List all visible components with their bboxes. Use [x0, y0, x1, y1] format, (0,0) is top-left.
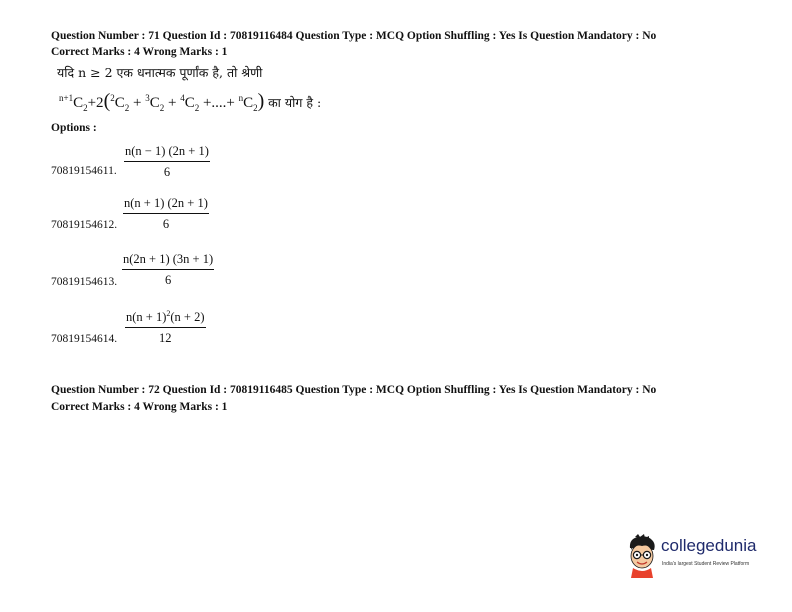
option-2-id: 70819154612.: [51, 219, 118, 231]
option-3-id: 70819154613.: [51, 276, 118, 288]
question-71-text: यदि n ≥ 2 एक धनात्मक पूर्णांक है, तो श्रेणी: [57, 65, 263, 80]
mascot-icon: [625, 534, 659, 578]
logo-tagline: India's largest Student Review Platform: [662, 561, 750, 567]
logo-name: collegedunia: [661, 536, 757, 555]
option-4-fraction: [125, 309, 206, 346]
option-4-denominator: 12: [159, 331, 172, 346]
question-71-marks: Correct Marks : 4 Wrong Marks : 1: [51, 46, 228, 58]
option-2-numerator: n(n + 1) (2n + 1): [123, 196, 209, 214]
question-71-series: $^{n+1}C_2+2(^2C_2 + ^3C_2 + ^4C_2$ +....+ $^nC_2$) का योग है :: [59, 90, 322, 113]
options-label: Options :: [51, 122, 97, 134]
question-71-header: Question Number : 71 Question Id : 70819116484 Question Type : MCQ Option Shuffling : Yes Is Question Mandatory : No: [51, 30, 657, 42]
option-3-numerator: n(2n + 1) (3n + 1): [122, 252, 214, 270]
question-72-header: Question Number : 72 Question Id : 70819116485 Question Type : MCQ Option Shuffling : Yes Is Question Mandatory : No: [51, 384, 657, 396]
option-1-denominator: 6: [163, 165, 171, 179]
option-1-id: 70819154611.: [51, 165, 117, 177]
series-tail-text: का योग है :: [268, 95, 322, 110]
option-4-numerator: $n(n + 1)^2(n + 2)$: [125, 309, 206, 328]
option-3-fraction: [122, 252, 214, 288]
option-1-fraction: [124, 144, 210, 180]
option-2-fraction: [123, 196, 209, 232]
collegedunia-logo: [625, 534, 760, 578]
option-4-id: 70819154614.: [51, 333, 118, 345]
option-3-denominator: 6: [164, 273, 172, 287]
question-72-marks: Correct Marks : 4 Wrong Marks : 1: [51, 401, 228, 413]
option-1-numerator: n(n − 1) (2n + 1): [124, 144, 210, 162]
option-2-denominator: 6: [162, 217, 170, 231]
